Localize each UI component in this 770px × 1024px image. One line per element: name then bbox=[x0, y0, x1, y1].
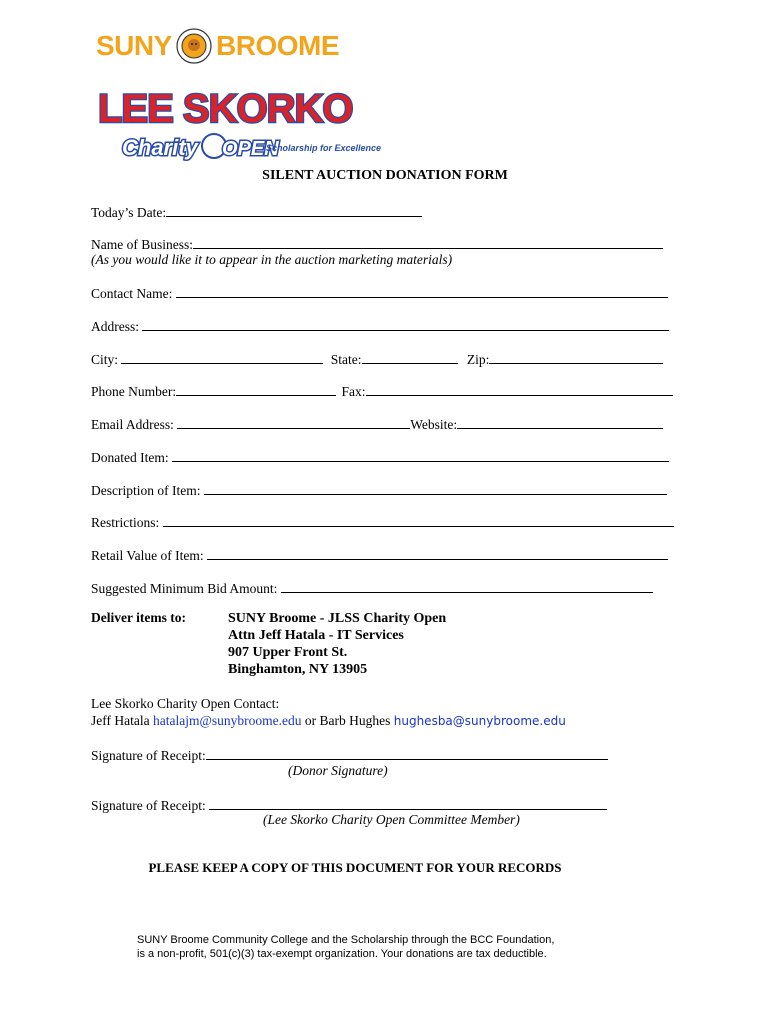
email-website-row bbox=[91, 415, 663, 433]
logo-charity-text: Charity bbox=[122, 135, 198, 160]
contact-name-field[interactable] bbox=[176, 284, 668, 298]
website-field[interactable] bbox=[457, 415, 663, 429]
footer-line-2: is a non-profit, 501(c)(3) tax-exempt organization. Your donations are tax deductible. bbox=[137, 948, 547, 960]
delivery-address bbox=[228, 610, 446, 678]
donated-item-field[interactable] bbox=[172, 448, 669, 462]
retail-value-row bbox=[91, 546, 668, 564]
donor-signature-caption: (Donor Signature) bbox=[288, 763, 388, 778]
delivery-line-4: Binghamton, NY 13905 bbox=[228, 662, 368, 677]
business-name-label: Name of Business: bbox=[91, 237, 193, 252]
contact-email-1-link[interactable]: hatalajm@sunybroome.edu bbox=[152, 713, 302, 728]
address-field[interactable] bbox=[142, 317, 669, 331]
min-bid-label: Suggested Minimum Bid Amount: bbox=[91, 581, 278, 596]
restrictions-label: Restrictions: bbox=[91, 515, 160, 530]
city-label: City: bbox=[91, 352, 119, 367]
description-row bbox=[91, 481, 667, 499]
delivery-line-1: SUNY Broome - JLSS Charity Open bbox=[228, 611, 447, 626]
fax-label: Fax: bbox=[341, 384, 366, 399]
restrictions-field[interactable] bbox=[163, 513, 674, 527]
contact-line bbox=[91, 713, 566, 729]
fax-field[interactable] bbox=[366, 382, 673, 396]
contact-name-label: Contact Name: bbox=[91, 286, 173, 301]
city-field[interactable] bbox=[121, 350, 323, 364]
donated-item-label: Donated Item: bbox=[91, 450, 169, 465]
description-field[interactable] bbox=[204, 481, 667, 495]
website-label: Website: bbox=[410, 417, 458, 432]
contact-name-row bbox=[91, 284, 668, 302]
todays-date-label: Today’s Date: bbox=[91, 205, 167, 220]
contact-or-text: or Barb Hughes bbox=[304, 713, 391, 728]
signature-label-2: Signature of Receipt: bbox=[91, 798, 206, 813]
zip-field[interactable] bbox=[489, 350, 663, 364]
todays-date-row bbox=[91, 203, 422, 221]
keep-copy-notice: PLEASE KEEP A COPY OF THIS DOCUMENT FOR YOUR RECORDS bbox=[148, 860, 562, 875]
committee-signature-field[interactable] bbox=[209, 796, 607, 810]
logo-broome-text: BROOME bbox=[216, 30, 339, 61]
contact-name-1: Jeff Hatala bbox=[91, 713, 150, 728]
deliver-items-label: Deliver items to: bbox=[91, 610, 186, 625]
email-field[interactable] bbox=[177, 415, 410, 429]
footer-line-1: SUNY Broome Community College and the Scholarship through the BCC Foundation, bbox=[137, 934, 555, 946]
restrictions-row bbox=[91, 513, 674, 531]
delivery-line-2: Attn Jeff Hatala - IT Services bbox=[228, 628, 404, 643]
description-label: Description of Item: bbox=[91, 483, 201, 498]
footer-note bbox=[137, 933, 554, 961]
todays-date-field[interactable] bbox=[166, 203, 422, 217]
min-bid-field[interactable] bbox=[281, 579, 653, 593]
city-state-zip-row bbox=[91, 350, 663, 368]
address-label: Address: bbox=[91, 319, 139, 334]
lee-skorko-charity-open-logo bbox=[94, 80, 382, 170]
retail-value-label: Retail Value of Item: bbox=[91, 548, 204, 563]
donor-signature-field[interactable] bbox=[206, 746, 608, 760]
donor-signature-row bbox=[91, 746, 608, 764]
retail-value-field[interactable] bbox=[207, 546, 668, 560]
business-note-text: As you would like it to appear in the auction marketing materials bbox=[95, 252, 448, 267]
signature-label-1: Signature of Receipt: bbox=[91, 748, 206, 763]
delivery-line-3: 907 Upper Front St. bbox=[228, 645, 348, 660]
zip-label: Zip: bbox=[466, 352, 490, 367]
logo-open-text: OPEN bbox=[222, 138, 279, 160]
state-field[interactable] bbox=[362, 350, 458, 364]
phone-field[interactable] bbox=[176, 382, 336, 396]
phone-fax-row bbox=[91, 382, 673, 400]
logo-lee-skorko-text: LEE SKORKO bbox=[98, 87, 353, 131]
business-note: (As you would like it to appear in the auction marketing materials) bbox=[91, 252, 453, 267]
donated-item-row bbox=[91, 448, 669, 466]
committee-signature-caption: (Lee Skorko Charity Open Committee Member) bbox=[263, 812, 520, 827]
logo-tagline: Scholarship for Excellence bbox=[266, 143, 382, 153]
state-label: State: bbox=[330, 352, 362, 367]
form-title: SILENT AUCTION DONATION FORM bbox=[262, 168, 508, 183]
contact-heading: Lee Skorko Charity Open Contact: bbox=[91, 696, 280, 711]
business-name-row bbox=[91, 235, 663, 253]
college-seal-icon bbox=[176, 28, 212, 64]
business-name-field[interactable] bbox=[193, 235, 663, 249]
logo-suny-text: SUNY bbox=[96, 30, 172, 61]
phone-label: Phone Number: bbox=[91, 384, 177, 399]
min-bid-row bbox=[91, 579, 653, 597]
email-label: Email Address: bbox=[91, 417, 174, 432]
address-row bbox=[91, 317, 669, 335]
contact-email-2-link[interactable]: hughesba@sunybroome.edu bbox=[393, 714, 566, 728]
